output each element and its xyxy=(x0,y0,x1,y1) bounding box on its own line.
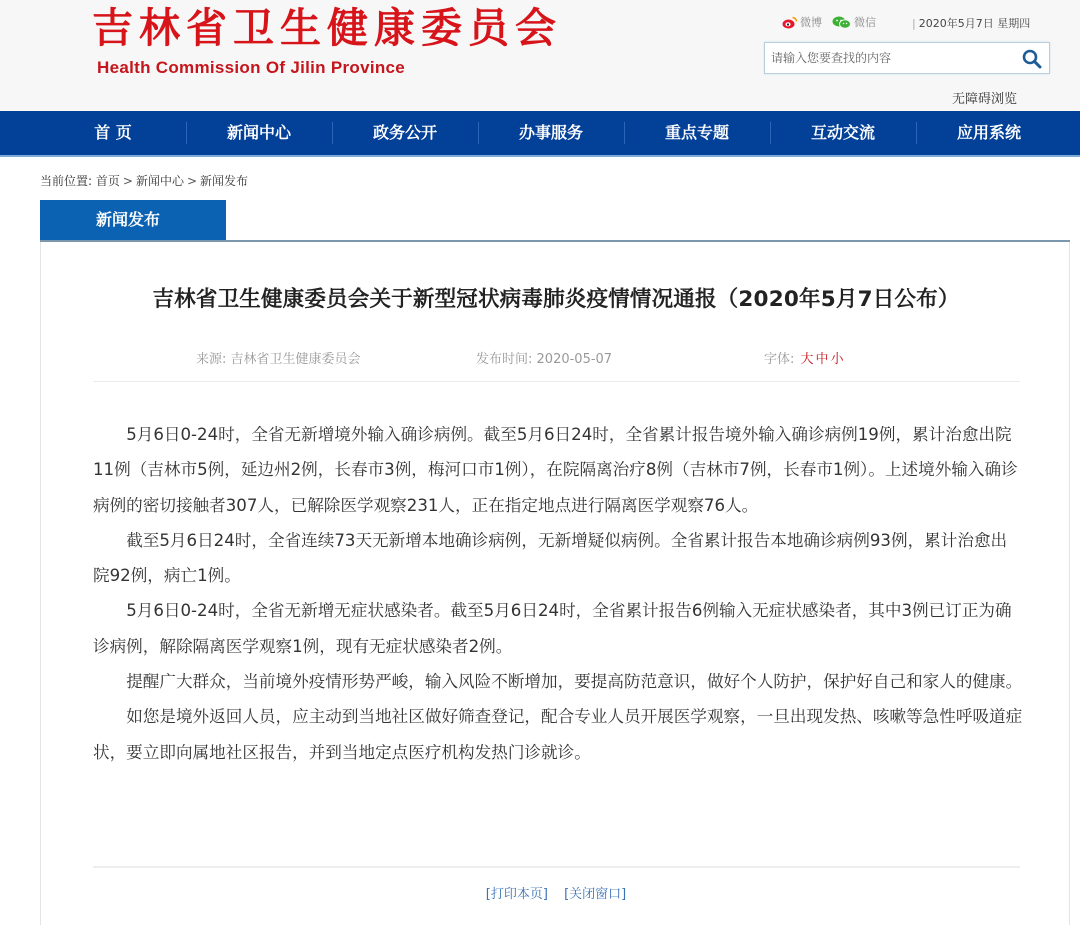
site-logo-english[interactable]: Health Commission Of Jilin Province xyxy=(97,58,406,77)
date-text: 2020年5月7日 星期四 xyxy=(918,17,1031,30)
wechat-icon xyxy=(832,16,852,29)
article-title: 吉林省卫生健康委员会关于新型冠状病毒肺炎疫情情况通报（2020年5月7日公布） xyxy=(152,287,960,312)
current-date xyxy=(912,15,1030,31)
nav-item-services[interactable]: 办事服务 xyxy=(478,111,624,155)
source-label: 来源: xyxy=(196,352,227,367)
print-page-link[interactable]: [打印本页] xyxy=(485,887,548,902)
breadcrumb xyxy=(40,172,248,189)
font-size-medium[interactable]: 中 xyxy=(815,352,829,367)
article-body xyxy=(93,417,1023,770)
fontsize-label: 字体: xyxy=(764,352,795,367)
search-icon xyxy=(1021,48,1043,70)
article-paragraph: 提醒广大群众，当前境外疫情形势严峻，输入风险不断增加，要提高防范意识，做好个人防护，保护好自己和家人的健康。 xyxy=(126,672,1023,692)
section-tab-news-release[interactable]: 新闻发布 xyxy=(40,200,226,240)
breadcrumb-news-center[interactable]: 新闻中心 xyxy=(135,174,184,188)
article-paragraph: 如您是境外返回人员，应主动到当地社区做好筛查登记，配合专业人员开展医学观察，一旦出现发热、咳嗽等急性呼吸道症状，要立即向属地社区报告，并到当地定点医疗机构发热门诊就诊。 xyxy=(93,707,1023,762)
font-size-small[interactable]: 小 xyxy=(830,352,844,367)
site-header xyxy=(0,0,1080,111)
breadcrumb-separator: > xyxy=(186,174,198,188)
breadcrumb-news-release[interactable]: 新闻发布 xyxy=(200,174,249,188)
nav-item-home[interactable]: 首 页 xyxy=(94,123,132,142)
article-paragraph: 5月6日0-24时，全省无新增境外输入确诊病例。截至5月6日24时，全省累计报告境外输入确诊病例19例，累计治愈出院11例（吉林市5例，延边州2例，长春市3例，梅河口市1例），在院隔离治疗8例（吉林市7例，长春市1例）。上述境外输入确诊病例的密切接触者307人，已解除医学观察231人，正在指定地点进行隔离医学观察76人。 xyxy=(93,425,1018,515)
pubtime-label: 发布时间: xyxy=(476,352,533,367)
article-source xyxy=(196,348,361,367)
main-nav xyxy=(0,111,1080,157)
source-value: 吉林省卫生健康委员会 xyxy=(230,352,361,367)
close-window-link[interactable]: [关闭窗口] xyxy=(564,887,627,902)
wechat-link[interactable] xyxy=(832,14,876,30)
nav-item-special-topics[interactable]: 重点专题 xyxy=(624,111,770,155)
search-box xyxy=(764,42,1050,74)
pubtime-value: 2020-05-07 xyxy=(536,352,613,367)
font-size-selector xyxy=(764,348,844,367)
nav-item-government-affairs[interactable]: 政务公开 xyxy=(332,111,478,155)
nav-item-applications[interactable]: 应用系统 xyxy=(916,111,1062,155)
breadcrumb-home[interactable]: 首页 xyxy=(95,174,120,188)
site-logo-chinese[interactable]: 吉林省卫生健康委员会 xyxy=(92,4,562,52)
weibo-link[interactable] xyxy=(782,14,822,30)
accessible-browse-link[interactable]: 无障碍浏览 xyxy=(952,92,1018,107)
meta-divider xyxy=(93,381,1020,382)
article-paragraph: 5月6日0-24时，全省无新增无症状感染者。截至5月6日24时，全省累计报告6例输入无症状感染者，其中3例已订正为确诊病例，解除隔离医学观察1例，现有无症状感染者2例。 xyxy=(93,601,1012,656)
article-paragraph: 截至5月6日24时，全省连续73天无新增本地确诊病例，无新增疑似病例。全省累计报告本地确诊病例93例，累计治愈出院92例，病亡1例。 xyxy=(93,530,1008,586)
wechat-label: 微信 xyxy=(854,16,876,29)
search-button[interactable] xyxy=(1021,48,1043,70)
search-input[interactable] xyxy=(765,43,1015,73)
social-links xyxy=(782,14,886,30)
weibo-icon xyxy=(782,16,798,29)
nav-item-news-center[interactable]: 新闻中心 xyxy=(186,111,332,155)
breadcrumb-separator: > xyxy=(122,174,133,188)
footer-divider xyxy=(93,866,1020,868)
article-actions xyxy=(41,883,1071,902)
date-separator: | xyxy=(912,17,916,30)
article-container xyxy=(40,242,1070,925)
breadcrumb-prefix: 当前位置: xyxy=(40,174,93,188)
nav-item-interaction[interactable]: 互动交流 xyxy=(770,111,916,155)
weibo-label: 微博 xyxy=(800,16,822,29)
article-publish-time xyxy=(476,348,612,367)
font-size-large[interactable]: 大 xyxy=(800,352,814,367)
